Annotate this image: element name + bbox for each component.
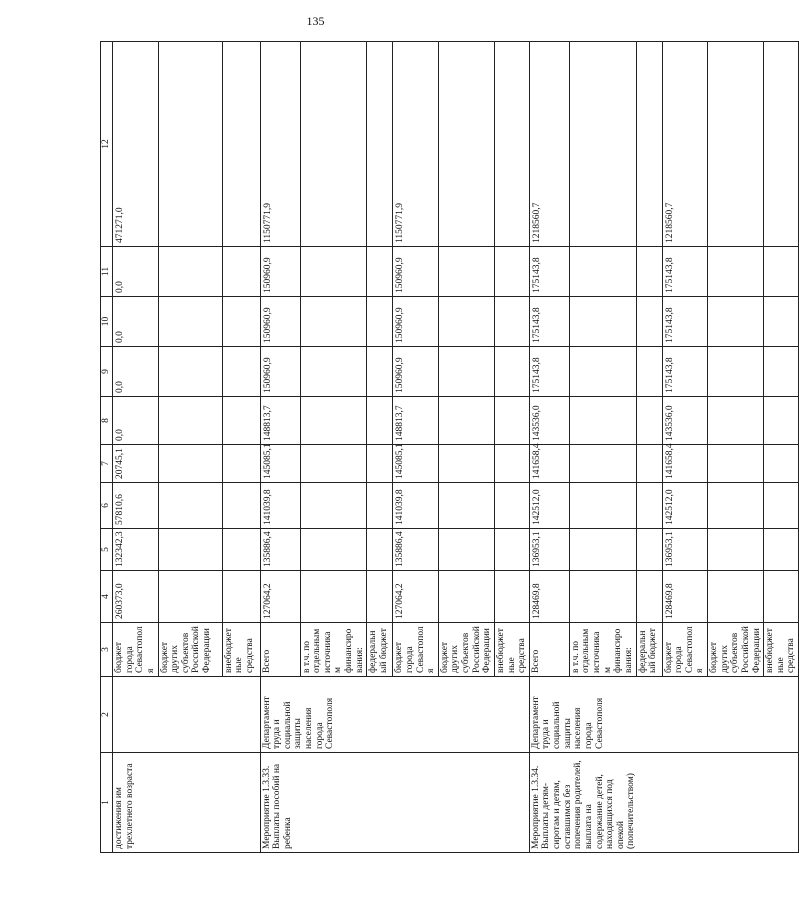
value-cell: 0,0	[113, 397, 159, 445]
value-cell: 142512,0	[662, 483, 708, 529]
column-header: 8	[101, 397, 113, 445]
value-cell: 1150771,9	[393, 42, 439, 247]
value-cell: 135886,4	[393, 529, 439, 571]
activity-name: достижения им трехлетнего возраста	[113, 753, 261, 853]
funding-source: федеральный бюджет	[367, 623, 393, 677]
value-cell: 150960,9	[393, 247, 439, 297]
funding-source: бюджет других субъектов Российской Федерации	[158, 623, 222, 677]
value-cell: 128469,8	[529, 571, 569, 623]
value-cell: 1150771,9	[260, 42, 300, 247]
value-cell: 150960,9	[260, 297, 300, 347]
value-cell: 148813,7	[260, 397, 300, 445]
funding-source: бюджет других субъектов Российской Федерации	[438, 623, 494, 677]
value-cell: 175143,8	[529, 247, 569, 297]
value-cell: 136953,1	[662, 529, 708, 571]
value-cell: 150960,9	[260, 247, 300, 297]
value-cell: 260373,0	[113, 571, 159, 623]
table-row	[529, 42, 569, 853]
funding-source: внебюджетные средства	[764, 623, 799, 677]
column-header: 1	[101, 753, 113, 853]
column-header: 4	[101, 571, 113, 623]
executor-cell: Департамент труда и социальной защиты населения города Севастополя	[260, 677, 529, 753]
value-cell: 175143,8	[529, 347, 569, 397]
column-header: 2	[101, 677, 113, 753]
value-cell: 175143,8	[662, 297, 708, 347]
value-cell: 143536,0	[662, 397, 708, 445]
column-header: 12	[101, 42, 113, 247]
column-header: 7	[101, 445, 113, 483]
value-cell: 1218560,7	[529, 42, 569, 247]
funding-source: Всего	[529, 623, 569, 677]
column-header: 11	[101, 247, 113, 297]
funding-source: внебюджетные средства	[494, 623, 529, 677]
value-cell: 128469,8	[662, 571, 708, 623]
table-row	[113, 42, 159, 853]
value-cell: 175143,8	[529, 297, 569, 347]
funding-source: бюджет города Севастополя	[393, 623, 439, 677]
value-cell: 150960,9	[393, 347, 439, 397]
value-cell: 141039,8	[393, 483, 439, 529]
column-header: 9	[101, 347, 113, 397]
funding-source: бюджет других субъектов Российской Федерации	[708, 623, 764, 677]
value-cell: 127064,2	[260, 571, 300, 623]
value-cell: 141658,4	[662, 445, 708, 483]
rotated-table-container	[100, 41, 797, 853]
executor-cell	[113, 677, 261, 753]
value-cell: 135886,4	[260, 529, 300, 571]
value-cell: 136953,1	[529, 529, 569, 571]
value-cell: 0,0	[113, 247, 159, 297]
value-cell: 471271,0	[113, 42, 159, 247]
value-cell: 150960,9	[393, 297, 439, 347]
column-header: 3	[101, 623, 113, 677]
value-cell: 141658,4	[529, 445, 569, 483]
column-header: 5	[101, 529, 113, 571]
funding-source: федеральный бюджет	[636, 623, 662, 677]
column-number-row	[101, 42, 113, 853]
budget-table	[100, 41, 799, 853]
funding-source: в т.ч. по отдельным источникам финансирования:	[569, 623, 636, 677]
funding-source: в т.ч. по отдельным источникам финансирования:	[300, 623, 367, 677]
activity-name: Мероприятие 1.3.34. Выплаты детям-сиротам и детям, оставшимся без попечения родителей, выплата на содержание детей, находящихся под опекой (попечительством)	[529, 753, 798, 853]
funding-source: внебюджетные средства	[222, 623, 260, 677]
activity-name: Мероприятие 1.3.33. Выплаты пособий на ребенка	[260, 753, 529, 853]
value-cell: 175143,8	[662, 347, 708, 397]
value-cell: 142512,0	[529, 483, 569, 529]
value-cell: 145085,1	[260, 445, 300, 483]
funding-source: бюджет города Севастополя	[113, 623, 159, 677]
value-cell: 20745,1	[113, 445, 159, 483]
value-cell: 0,0	[113, 347, 159, 397]
value-cell: 143536,0	[529, 397, 569, 445]
value-cell: 0,0	[113, 297, 159, 347]
page-number: 135	[306, 14, 325, 28]
value-cell: 57810,6	[113, 483, 159, 529]
value-cell: 175143,8	[662, 247, 708, 297]
value-cell: 141039,8	[260, 483, 300, 529]
value-cell: 1218560,7	[662, 42, 708, 247]
funding-source: бюджет города Севастополя	[662, 623, 708, 677]
value-cell: 127064,2	[393, 571, 439, 623]
value-cell: 145085,1	[393, 445, 439, 483]
column-header: 10	[101, 297, 113, 347]
value-cell: 148813,7	[393, 397, 439, 445]
value-cell: 150960,9	[260, 347, 300, 397]
executor-cell: Департамент труда и социальной защиты населения города Севастополя	[529, 677, 798, 753]
column-header: 6	[101, 483, 113, 529]
funding-source: Всего	[260, 623, 300, 677]
value-cell: 132342,3	[113, 529, 159, 571]
table-row	[260, 42, 300, 853]
